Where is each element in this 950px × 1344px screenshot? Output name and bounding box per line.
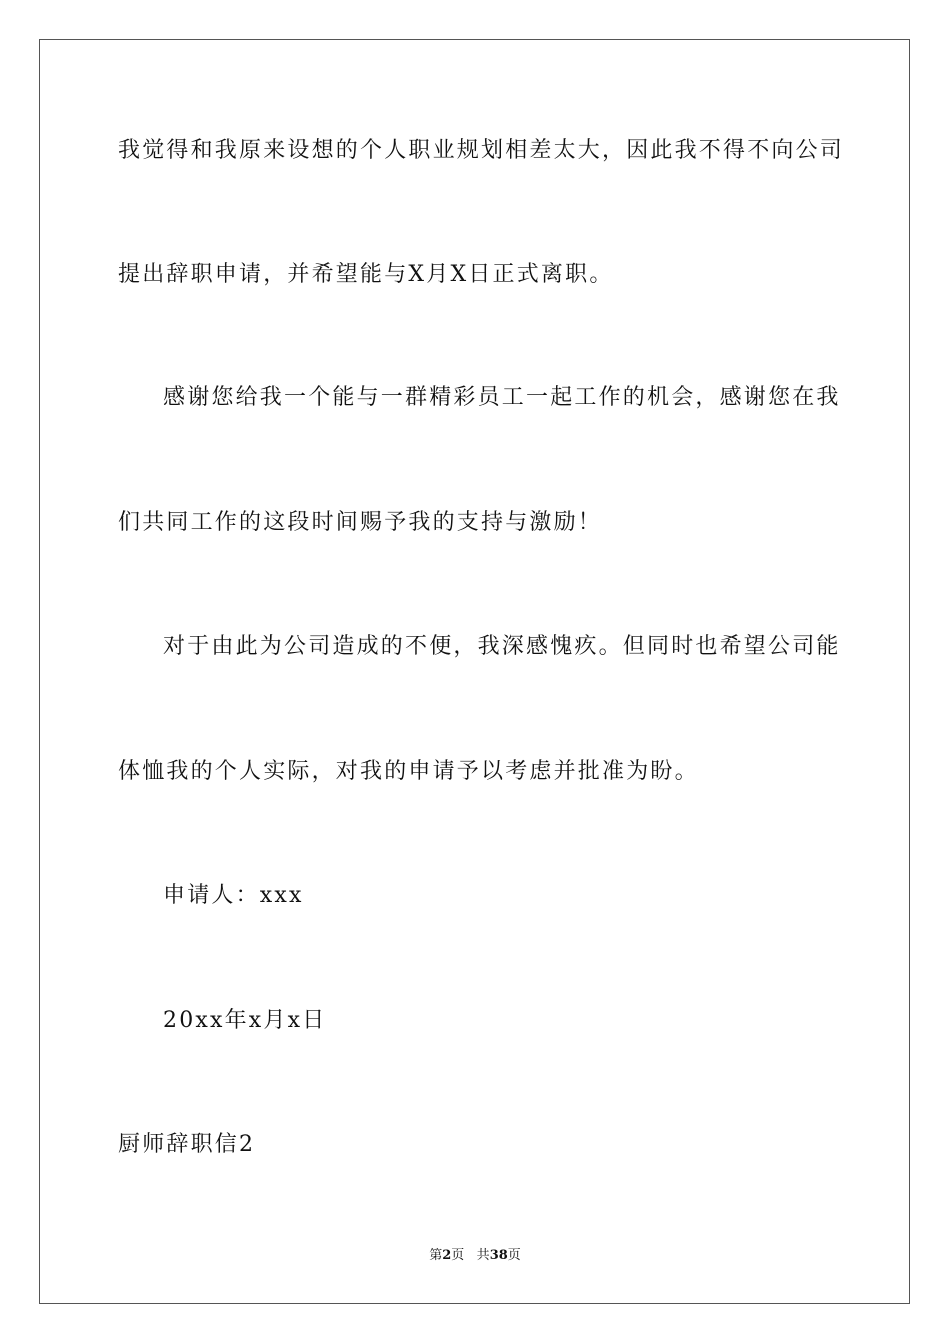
date-line: 20xx年x月x日 — [163, 1008, 327, 1033]
footer-total-suffix: 页 — [507, 1248, 521, 1263]
body-line-6: 体恤我的个人实际，对我的申请予以考虑并批准为盼。 — [118, 759, 699, 784]
applicant-line: 申请人：xxx — [163, 883, 304, 908]
body-line-2: 提出辞职申请，并希望能与X月X日正式离职。 — [118, 262, 614, 287]
section-heading: 厨师辞职信2 — [118, 1132, 256, 1157]
page-frame — [39, 39, 910, 1304]
body-line-1: 我觉得和我原来设想的个人职业规划相差太大，因此我不得不向公司 — [118, 138, 845, 163]
footer-total-pages: 38 — [489, 1248, 508, 1263]
page-footer — [0, 1247, 950, 1265]
body-line-5: 对于由此为公司造成的不便，我深感愧疚。但同时也希望公司能 — [163, 634, 841, 659]
footer-page-prefix: 第 — [429, 1248, 443, 1263]
body-line-3: 感谢您给我一个能与一群精彩员工一起工作的机会，感谢您在我 — [163, 385, 841, 410]
footer-total-prefix: 共 — [476, 1248, 490, 1263]
footer-page-suffix: 页 — [451, 1248, 465, 1263]
body-line-4: 们共同工作的这段时间赐予我的支持与激励！ — [118, 510, 603, 535]
footer-page-number: 2 — [442, 1248, 452, 1263]
